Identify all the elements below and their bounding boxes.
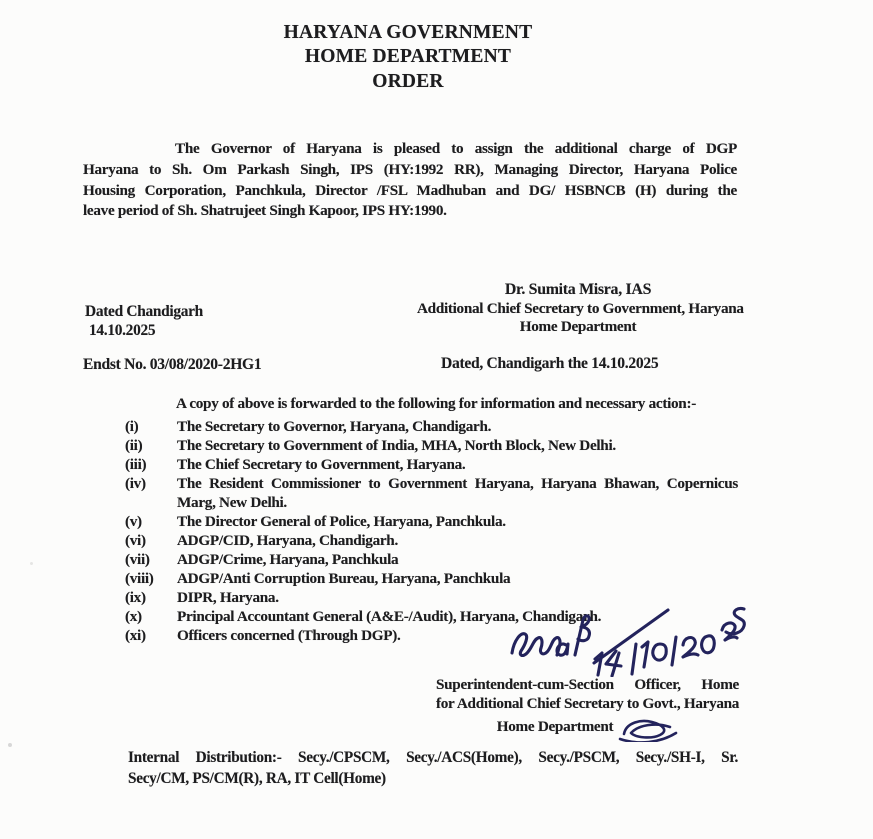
list-item bbox=[125, 474, 738, 512]
header-department: HOME DEPARTMENT bbox=[304, 46, 512, 68]
signature-slash bbox=[594, 610, 668, 663]
list-item bbox=[125, 550, 738, 569]
digit-1 bbox=[595, 653, 602, 675]
digit-2 bbox=[683, 638, 698, 657]
list-item-text: The Chief Secretary to Government, Haryana. bbox=[177, 456, 466, 473]
signoff-block bbox=[436, 676, 739, 742]
internal-distribution-line1 bbox=[128, 748, 738, 769]
list-item-text: Officers concerned (Through DGP). bbox=[177, 627, 401, 644]
list-item-number: (vii) bbox=[125, 551, 150, 568]
list-item-number: (i) bbox=[125, 418, 139, 435]
document-header bbox=[83, 21, 733, 94]
signatory-department: Home Department bbox=[519, 318, 637, 336]
separator-bar bbox=[632, 644, 636, 674]
signoff-designation: Superintendent-cum-Section Officer, Home bbox=[436, 676, 739, 693]
scan-artifact-dot bbox=[30, 562, 33, 565]
list-item-number: (ix) bbox=[125, 589, 146, 606]
endst-dated: Dated, Chandigarh the 14.10.2025 bbox=[441, 355, 659, 372]
list-item-text: DIPR, Haryana. bbox=[177, 589, 279, 606]
dated-date: 14.10.2025 bbox=[89, 322, 156, 339]
list-item bbox=[125, 417, 738, 436]
list-item-text: ADGP/Anti Corruption Bureau, Haryana, Panchkula bbox=[177, 570, 511, 587]
list-item-text: The Secretary to Governor, Haryana, Chandigarh. bbox=[177, 418, 492, 435]
signatory-block bbox=[417, 281, 744, 337]
signoff-for-line: for Additional Chief Secretary to Govt., Haryana bbox=[436, 694, 740, 712]
list-item-text: The Director General of Police, Haryana, Panchkula. bbox=[177, 513, 506, 530]
list-item bbox=[125, 512, 738, 531]
list-item bbox=[125, 569, 738, 588]
list-item-text: ADGP/CID, Haryana, Chandigarh. bbox=[177, 532, 398, 549]
handwritten-signature-and-date bbox=[498, 599, 750, 677]
list-item-number: (ii) bbox=[125, 437, 143, 454]
signoff-department-line bbox=[436, 714, 739, 742]
paragraph-line: leave period of Sh. Shatrujeet Singh Kapoor, IPS HY:1990. bbox=[83, 202, 447, 220]
order-paragraph bbox=[83, 139, 737, 222]
list-item-number: (viii) bbox=[125, 570, 154, 587]
list-item-number: (xi) bbox=[125, 627, 146, 644]
internal-distribution bbox=[128, 748, 738, 789]
internal-distribution-rest: Secy./CPSCM, Secy./ACS(Home), Secy./PSCM, Secy./SH-I, Sr. bbox=[281, 749, 738, 766]
internal-distribution-line2: Secy/CM, PS/CM(R), RA, IT Cell(Home) bbox=[128, 769, 386, 787]
digit-0 bbox=[702, 636, 715, 653]
endst-number: Endst No. 03/08/2020-2HG1 bbox=[83, 356, 262, 373]
list-item-text-line1: The Resident Commissioner to Government Haryana, Haryana Bhawan, Copernicus bbox=[177, 475, 738, 492]
list-item bbox=[125, 531, 738, 550]
list-item-number: (x) bbox=[125, 608, 142, 625]
scan-artifact-dot bbox=[8, 743, 12, 747]
list-item bbox=[125, 455, 738, 474]
signatory-title: Additional Chief Secretary to Government, Haryana bbox=[417, 299, 744, 317]
digit-0 bbox=[653, 644, 666, 660]
list-item-text: ADGP/Crime, Haryana, Panchkula bbox=[177, 551, 399, 568]
signatory-name: Dr. Sumita Misra, IAS bbox=[504, 281, 652, 298]
header-government: HARYANA GOVERNMENT bbox=[283, 22, 533, 43]
initials-scribble bbox=[616, 716, 678, 742]
list-item-text bbox=[177, 474, 738, 512]
list-item bbox=[125, 436, 738, 455]
paragraph-line: Haryana to Sh. Om Parkash Singh, IPS (HY:1992 RR), Managing Director, Haryana Police bbox=[83, 160, 737, 178]
dated-place: Dated Chandigarh bbox=[85, 303, 203, 320]
forward-note: A copy of above is forwarded to the following for information and necessary action:- bbox=[176, 395, 696, 412]
signature-scribble bbox=[512, 634, 560, 656]
paragraph-line: The Governor of Haryana is pleased to assign the additional charge of DGP bbox=[175, 140, 737, 157]
list-item-text: Principal Accountant General (A&E-/Audit), Haryana, Chandigarh. bbox=[177, 608, 602, 625]
signature-scribble bbox=[557, 644, 568, 655]
digit-1 bbox=[642, 642, 648, 667]
digit-2 bbox=[722, 623, 737, 640]
list-item-number: (vi) bbox=[125, 532, 146, 549]
list-item-number: (iii) bbox=[125, 456, 147, 473]
paragraph-line: Housing Corporation, Panchkula, Director /FSL Madhuban and DG/ HSBNCB (H) during the bbox=[83, 181, 737, 199]
header-order: ORDER bbox=[372, 70, 444, 92]
list-item-text: The Secretary to Government of India, MHA, North Block, New Delhi. bbox=[177, 437, 616, 454]
signoff-department: Home Department bbox=[496, 718, 614, 736]
separator-bar bbox=[672, 637, 676, 665]
signature-scribble bbox=[575, 616, 589, 655]
list-item-number: (iv) bbox=[125, 475, 146, 492]
dated-block bbox=[85, 302, 203, 340]
digit-4 bbox=[606, 651, 621, 676]
internal-distribution-label: Internal Distribution:- bbox=[128, 749, 282, 766]
list-item-number: (v) bbox=[125, 513, 142, 530]
list-item-text-line2: Marg, New Delhi. bbox=[177, 494, 287, 511]
